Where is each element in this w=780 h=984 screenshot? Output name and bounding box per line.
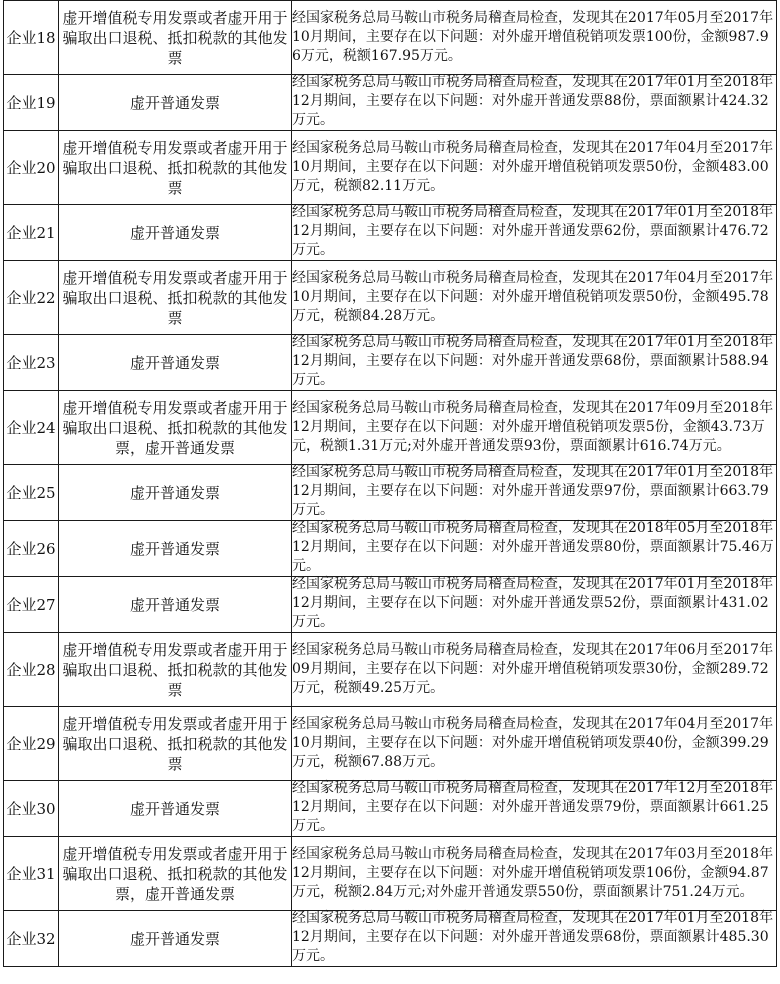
case-description-cell — [292, 335, 777, 391]
case-description-cell — [292, 465, 777, 521]
violation-type-cell: 虚开增值税专用发票或者虚开用于骗取出口退税、抵扣税款的其他发票 — [59, 707, 292, 781]
case-description-cell — [292, 781, 777, 837]
violation-type-cell: 虚开普通发票 — [59, 521, 292, 577]
case-description-cell — [292, 75, 777, 131]
violation-type-cell: 虚开增值税专用发票或者虚开用于骗取出口退税、抵扣税款的其他发票 — [59, 1, 292, 75]
case-description: 经国家税务总局马鞍山市税务局稽查局检查，发现其在2017年04月至2017年10月期间，主要存在以下问题：对外虚开增值税销项发票50份，金额483.00万元，税额82.11万元。 — [292, 140, 774, 194]
violation-type-cell: 虚开普通发票 — [59, 577, 292, 633]
case-description: 经国家税务总局马鞍山市税务局稽查局检查，发现其在2017年01月至2018年12月期间，主要存在以下问题：对外虚开普通发票68份，票面额累计588.94万元。 — [292, 333, 774, 388]
case-description-cell — [292, 577, 777, 633]
table-row — [4, 707, 777, 781]
table-row — [4, 75, 777, 131]
table-row — [4, 521, 777, 577]
tax-case-table — [3, 0, 777, 967]
case-description-cell — [292, 261, 777, 335]
table-row — [4, 465, 777, 521]
case-description: 经国家税务总局马鞍山市税务局稽查局检查，发现其在2017年01月至2018年12月期间，主要存在以下问题：对外虚开普通发票97份，票面额累计663.79万元。 — [292, 463, 774, 518]
case-description: 经国家税务总局马鞍山市税务局稽查局检查，发现其在2017年01月至2018年12月期间，主要存在以下问题：对外虚开普通发票88份，票面额累计424.32万元。 — [292, 73, 774, 128]
violation-type-cell: 虚开增值税专用发票或者虚开用于骗取出口退税、抵扣税款的其他发票 — [59, 131, 292, 205]
table-row — [4, 911, 777, 967]
table-row — [4, 781, 777, 837]
violation-type-cell: 虚开增值税专用发票或者虚开用于骗取出口退税、抵扣税款的其他发票，虚开普通发票 — [59, 391, 292, 465]
case-description-cell — [292, 205, 777, 261]
table-row — [4, 205, 777, 261]
case-description-cell — [292, 1, 777, 75]
company-cell: 企业20 — [4, 131, 59, 205]
table-row — [4, 391, 777, 465]
company-cell: 企业29 — [4, 707, 59, 781]
violation-type-cell: 虚开普通发票 — [59, 465, 292, 521]
case-description-cell — [292, 391, 777, 465]
company-cell: 企业18 — [4, 1, 59, 75]
company-cell: 企业28 — [4, 633, 59, 707]
violation-type-cell: 虚开增值税专用发票或者虚开用于骗取出口退税、抵扣税款的其他发票，虚开普通发票 — [59, 837, 292, 911]
table-row — [4, 1, 777, 75]
case-description: 经国家税务总局马鞍山市税务局稽查局检查，发现其在2017年03月至2018年12月期间，主要存在以下问题：对外虚开增值税销项发票106份，金额94.87万元，税额2.84万元;对外虚开普通发票550份，票面额累计751.24万元。 — [292, 846, 774, 900]
case-description: 经国家税务总局马鞍山市税务局稽查局检查，发现其在2017年04月至2017年10月期间，主要存在以下问题：对外虚开增值税销项发票40份，金额399.29万元，税额67.88万元。 — [292, 716, 774, 770]
company-cell: 企业31 — [4, 837, 59, 911]
company-cell: 企业19 — [4, 75, 59, 131]
case-description: 经国家税务总局马鞍山市税务局稽查局检查，发现其在2018年05月至2018年12月期间，主要存在以下问题：对外虚开普通发票80份，票面额累计75.46万元。 — [292, 519, 774, 574]
table-row — [4, 837, 777, 911]
company-cell: 企业32 — [4, 911, 59, 967]
case-description: 经国家税务总局马鞍山市税务局稽查局检查，发现其在2017年05月至2017年10月期间，主要存在以下问题：对外虚开增值税销项发票100份，金额987.96万元，税额167.95万元。 — [292, 10, 774, 64]
violation-type-cell: 虚开普通发票 — [59, 781, 292, 837]
violation-type-cell: 虚开增值税专用发票或者虚开用于骗取出口退税、抵扣税款的其他发票 — [59, 633, 292, 707]
case-description-cell — [292, 911, 777, 967]
company-cell: 企业21 — [4, 205, 59, 261]
table-row — [4, 261, 777, 335]
case-description: 经国家税务总局马鞍山市税务局稽查局检查，发现其在2017年01月至2018年12月期间，主要存在以下问题：对外虚开普通发票52份，票面额累计431.02万元。 — [292, 575, 774, 630]
case-description: 经国家税务总局马鞍山市税务局稽查局检查，发现其在2017年06月至2017年09月期间，主要存在以下问题：对外虚开增值税销项发票30份，金额289.72万元，税额49.25万元。 — [292, 642, 774, 696]
case-description-cell — [292, 131, 777, 205]
violation-type-cell: 虚开增值税专用发票或者虚开用于骗取出口退税、抵扣税款的其他发票 — [59, 261, 292, 335]
violation-type-cell: 虚开普通发票 — [59, 75, 292, 131]
case-description: 经国家税务总局马鞍山市税务局稽查局检查，发现其在2017年04月至2017年10月期间，主要存在以下问题：对外虚开增值税销项发票50份，金额495.78万元，税额84.28万元。 — [292, 270, 774, 324]
violation-type-cell: 虚开普通发票 — [59, 911, 292, 967]
violation-type-cell: 虚开普通发票 — [59, 335, 292, 391]
case-description: 经国家税务总局马鞍山市税务局稽查局检查，发现其在2017年09月至2018年12月期间，主要存在以下问题：对外虚开增值税销项发票5份，金额43.73万元，税额1.31万元;对外虚开普通发票93份，票面额累计616.74万元。 — [292, 400, 774, 454]
company-cell: 企业27 — [4, 577, 59, 633]
violation-type-cell: 虚开普通发票 — [59, 205, 292, 261]
table-row — [4, 335, 777, 391]
case-description-cell — [292, 633, 777, 707]
company-cell: 企业25 — [4, 465, 59, 521]
case-description-cell — [292, 521, 777, 577]
case-description-cell — [292, 707, 777, 781]
case-description-cell — [292, 837, 777, 911]
case-description: 经国家税务总局马鞍山市税务局稽查局检查，发现其在2017年01月至2018年12月期间，主要存在以下问题：对外虚开普通发票62份，票面额累计476.72万元。 — [292, 203, 774, 258]
company-cell: 企业26 — [4, 521, 59, 577]
table-row — [4, 633, 777, 707]
company-cell: 企业22 — [4, 261, 59, 335]
table-row — [4, 577, 777, 633]
case-description: 经国家税务总局马鞍山市税务局稽查局检查，发现其在2017年12月至2018年12月期间，主要存在以下问题：对外虚开普通发票79份，票面额累计661.25万元。 — [292, 779, 774, 834]
case-description: 经国家税务总局马鞍山市税务局稽查局检查，发现其在2017年01月至2018年12月期间，主要存在以下问题：对外虚开普通发票68份，票面额累计485.30万元。 — [292, 909, 774, 964]
company-cell: 企业24 — [4, 391, 59, 465]
table-row — [4, 131, 777, 205]
company-cell: 企业23 — [4, 335, 59, 391]
company-cell: 企业30 — [4, 781, 59, 837]
